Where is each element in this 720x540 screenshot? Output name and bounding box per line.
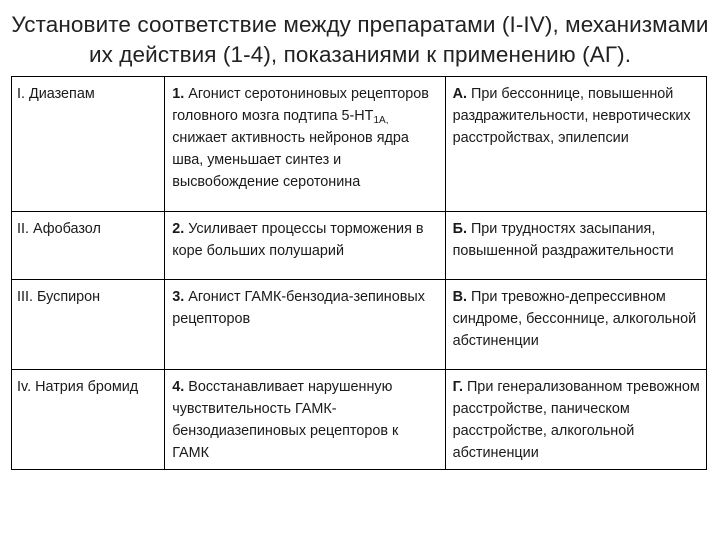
indication-cell [445, 370, 706, 470]
drug-name: II. Афобазол [17, 221, 101, 237]
mechanism-subscript: 1А, [373, 115, 389, 126]
indication-text: При тревожно-депрессивном синдроме, бессоннице, алкогольной абстиненции [452, 289, 697, 349]
table-row [12, 370, 707, 470]
mechanism-cell [165, 77, 445, 212]
drug-cell [12, 212, 165, 280]
indication-text: При трудностях засыпания, повышенной раздражительности [452, 221, 674, 259]
indication-cell [445, 77, 706, 212]
mechanism-cell [165, 370, 445, 470]
indication-text: При бессоннице, повышенной раздражительности, невротических расстройствах, эпилепсии [452, 86, 691, 146]
mechanism-number: 1. [172, 86, 185, 102]
mechanism-number: 2. [172, 221, 185, 237]
table-row [12, 280, 707, 370]
drug-cell [12, 280, 165, 370]
mechanism-text-start: Агонист серотониновых рецепторов головного мозга подтипа 5-НТ [172, 86, 429, 124]
mechanism-text: Усиливает процессы торможения в коре больших полушарий [172, 221, 424, 259]
indication-letter: А. [452, 86, 468, 102]
matching-table [11, 76, 707, 470]
mechanism-number: 4. [172, 379, 185, 395]
mechanism-cell [165, 280, 445, 370]
title-line-2: их действия (1-4), показаниями к применению (АГ). [88, 42, 632, 67]
table-row [12, 77, 707, 212]
drug-cell [12, 77, 165, 212]
page-title [0, 10, 720, 70]
indication-cell [445, 280, 706, 370]
mechanism-cell [165, 212, 445, 280]
drug-name: Iv. Натрия бромид [17, 379, 139, 395]
indication-letter: Г. [452, 379, 463, 395]
indication-letter: В. [452, 289, 468, 305]
mechanism-text: Агонист ГАМК-бензодиа-зепиновых рецепторов [172, 289, 425, 327]
drug-name: III. Буспирон [17, 289, 101, 305]
indication-text: При генерализованном тревожном расстройстве, паническом расстройстве, алкогольной абстиненции [452, 379, 700, 461]
title-line-1: Установите соответствие между препаратами (I-IV), механизмами [11, 12, 709, 37]
mechanism-text: Восстанавливает нарушенную чувствительность ГАМК-бензодиазепиновых рецепторов к ГАМК [172, 379, 399, 461]
indication-letter: Б. [452, 221, 467, 237]
drug-cell [12, 370, 165, 470]
indication-cell [445, 212, 706, 280]
mechanism-number: 3. [172, 289, 185, 305]
drug-name: I. Диазепам [17, 86, 95, 102]
mechanism-text-end: снижает активность нейронов ядра шва, уменьшает синтез и высвобождение серотонина [172, 130, 409, 190]
table-row [12, 212, 707, 280]
